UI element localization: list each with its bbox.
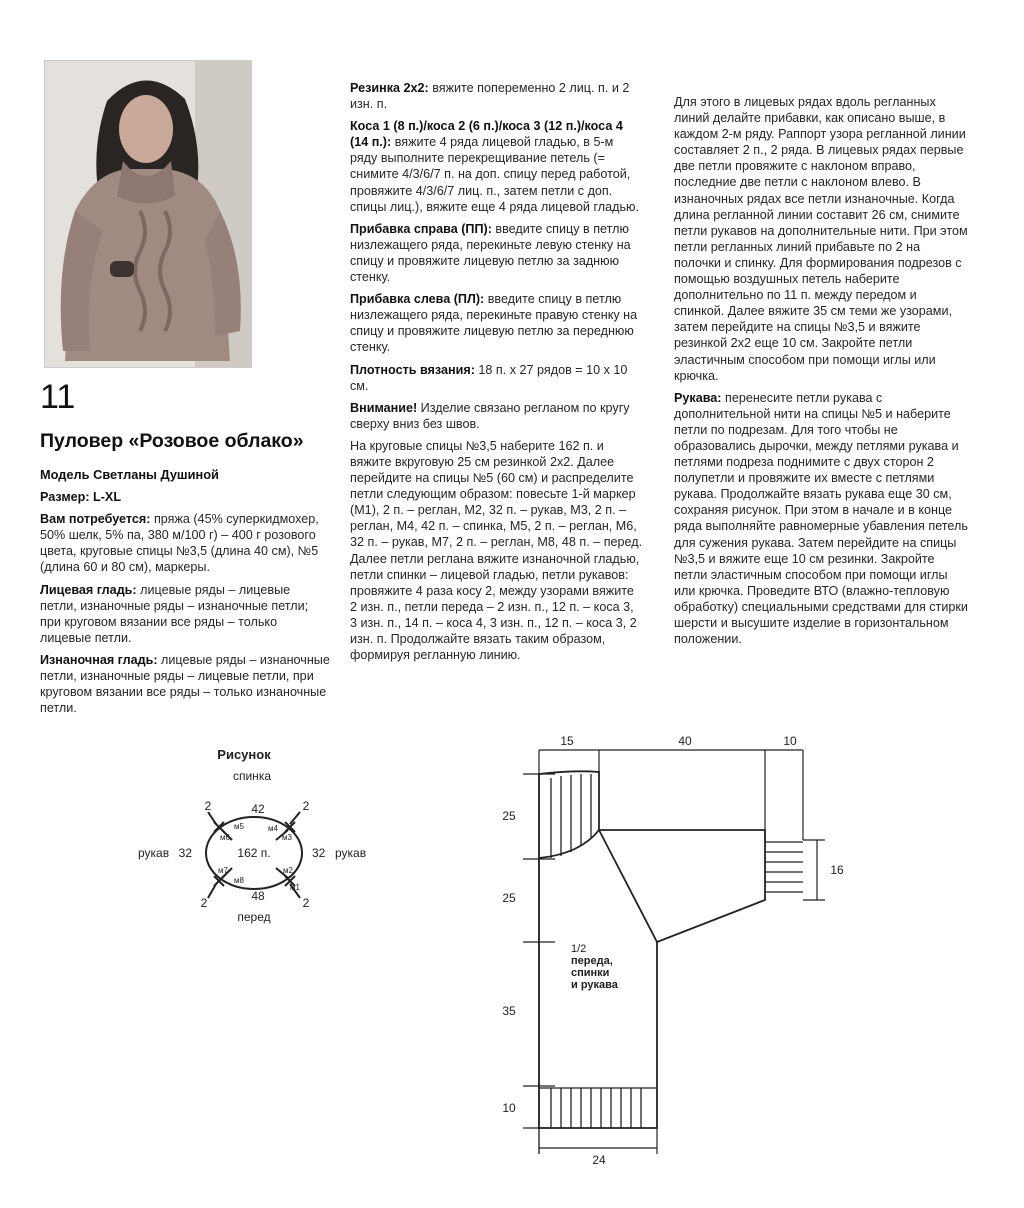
sleeves-label: Рукава: xyxy=(674,390,722,405)
rib-text: вяжите попеременно 2 лиц. п. и 2 изн. п. xyxy=(350,81,630,112)
cable-label: Коса 1 (8 п.)/коса 2 (6 п.)/коса 3 (12 п.)/коса 4 (14 п.): xyxy=(350,119,623,150)
diagram-right-count: 32 xyxy=(312,846,326,860)
model-author: Модель Светланы Душиной xyxy=(40,467,219,482)
diagram-center-count: 162 п. xyxy=(237,846,271,860)
sleeves-paragraph xyxy=(674,390,968,648)
diagram-front-label: перед xyxy=(237,910,271,924)
corner-count: 2 xyxy=(204,799,212,813)
dimension-left-4: 10 xyxy=(502,1101,516,1115)
materials-paragraph xyxy=(40,511,330,575)
model-photo xyxy=(44,60,252,368)
diagram-right-sleeve: рукав xyxy=(335,846,367,860)
gauge-paragraph xyxy=(350,362,644,394)
corner-count: 2 xyxy=(302,896,310,910)
inc-left-label: Прибавка слева (ПЛ): xyxy=(350,292,485,307)
cable-paragraph xyxy=(350,118,644,215)
inc-right-paragraph xyxy=(350,221,644,285)
diagram-left-count: 32 xyxy=(178,846,192,860)
column-3 xyxy=(674,94,968,653)
stockinette-label: Лицевая гладь: xyxy=(40,582,137,597)
reverse-stockinette-text: лицевые ряды – изнаночные петли, изнаночные ряды – лицевые петли, при круговом вязании все ряды – только изнаночные петли. xyxy=(40,652,330,716)
marker-label: м4 xyxy=(268,824,278,833)
stockinette-text: лицевые ряды – лицевые петли, изнаночные ряды – изнаночные петли; при круговом вязании все ряды – только лицевые петли. xyxy=(40,582,309,645)
inc-left-paragraph xyxy=(350,291,644,355)
gauge-label: Плотность вязания: xyxy=(350,362,475,377)
schematic-label-line2: переда, xyxy=(571,955,613,967)
materials-text: пряжа (45% суперкидмохер, 50% шелк, 5% па, 380 м/100 г) – 400 г розового цвета, круговые спицы №3,5 (длина 40 см), №5 (длина 60 и 80 см), маркеры. xyxy=(40,512,319,575)
cable-text: вяжите 4 ряда лицевой гладью, в 5-м ряду выполните перекрещивание петель (= снимите 4/3/6/7 п. на доп. спицу перед работой, провяжите 4/3/6/7 лиц. п., затем петли с доп. спицы лиц.), вяжите еще 4 ряда лицевой гладью. xyxy=(350,135,639,214)
instructions-paragraph: На круговые спицы №3,5 наберите 162 п. и вяжите вкруговую 25 см резинкой 2х2. Далее перейдите на спицы №5 (60 см) и распределите петли следующим образом: повесьте 1-й маркер (М1), 2 п. – реглан, М2, 32 п. – рукав, М3, 2 п. – реглан, М4, 42 п. – спинка, М5, 2 п. – реглан, М6, 32 п. – рукав, М7, 2 п. – реглан, М8, 48 п. – перед. Далее петли реглана вяжите изнаночной гладью, петли спинки – лицевой гладью, петли рукавов: провяжите 4 раза косу 2, между узорами вяжите 2 изн. п., петли переда – 2 изн. п., 12 п. – коса 3, 3 изн. п., 14 п. – коса 4, 3 изн. п., 12 п. – коса 3, 2 изн. п. Продолжайте вязать таким образом, формируя регланную линию. xyxy=(350,438,643,663)
diagram-top-count: 42 xyxy=(251,802,265,816)
column-1 xyxy=(40,467,330,722)
size-value: L-XL xyxy=(93,490,122,505)
attention-paragraph xyxy=(350,400,644,432)
reverse-stockinette-label: Изнаночная гладь: xyxy=(40,652,158,667)
marker-label: м1 xyxy=(290,883,300,892)
attention-text: Изделие связано регланом по кругу сверху вниз без швов. xyxy=(350,400,630,431)
dimension-left-1: 25 xyxy=(502,809,516,823)
dimension-top-left: 15 xyxy=(560,734,574,748)
materials-label: Вам потребуется: xyxy=(40,512,151,527)
size-label: Размер: xyxy=(40,490,90,505)
dimension-left-3: 35 xyxy=(502,1004,516,1018)
pattern-number: 11 xyxy=(40,378,76,416)
column-2 xyxy=(350,80,644,669)
rib-paragraph xyxy=(350,80,644,112)
inc-left-text: введите спицу в петлю низлежащего ряда, перекиньте правую стенку на спицу и провяжите лицевую петлю за переднюю стенку. xyxy=(350,292,638,355)
size-line xyxy=(40,489,330,505)
diagram-bottom-count: 48 xyxy=(251,889,265,903)
corner-count: 2 xyxy=(200,896,208,910)
marker-label: м7 xyxy=(218,866,228,875)
dimension-bottom: 24 xyxy=(592,1153,606,1167)
schematic-label-line4: и рукава xyxy=(571,979,618,991)
schematic-label-line1: 1/2 xyxy=(571,943,587,955)
marker-label: м2 xyxy=(283,866,293,875)
dimension-top-mid: 40 xyxy=(678,734,692,748)
attention-label: Внимание! xyxy=(350,400,418,415)
inc-right-label: Прибавка справа (ПП): xyxy=(350,221,492,236)
sleeves-text: перенесите петли рукава с дополнительной нити на спицы №5 и наберите петли по подрезам. Для того чтобы не образовались дырочки, между петлями рукава и петлями подреза поднимите с двух сторон 2 полупетли и провяжите их вместе с петлями рукава. Продолжайте вязать рукава еще 30 см, сохраняя рисунок. При этом в начале и в конце ряда выполняйте равномерные убавления петель для сужения рукава. Затем перейдите на спицы №3,5 и вяжите еще 10 см резинки. Закройте петли эластичным способом при помощи иглы или крючка. Проведите ВТО (влажно-тепловую обработку) специальными средствами для стирки шерсти и высушите изделие в горизонтальном положении. xyxy=(674,390,968,647)
marker-label: м6 xyxy=(220,833,230,842)
dimension-right: 16 xyxy=(830,863,844,877)
inc-right-text: введите спицу в петлю низлежащего ряда, перекиньте левую стенку на спицу и провяжите лицевую петлю за заднюю стенку. xyxy=(350,221,631,285)
diagram-title: Рисунок xyxy=(217,747,271,762)
diagram-back-label: спинка xyxy=(232,769,272,783)
corner-count: 2 xyxy=(302,799,310,813)
page-title: Пуловер «Розовое облако» xyxy=(40,430,304,452)
rib-label: Резинка 2х2: xyxy=(350,81,429,95)
stockinette-paragraph xyxy=(40,582,330,646)
reverse-stockinette-paragraph xyxy=(40,652,330,716)
marker-label: м8 xyxy=(234,876,244,885)
marker-label: м5 xyxy=(234,822,244,831)
garment-schematic xyxy=(495,730,855,1170)
gauge-text: 18 п. х 27 рядов = 10 х 10 см. xyxy=(350,362,628,393)
diagram-left-sleeve: рукав xyxy=(138,846,170,860)
stitch-distribution-diagram xyxy=(130,740,390,940)
schematic-label-line3: спинки xyxy=(571,967,610,979)
raglan-paragraph: Для этого в лицевых рядах вдоль регланных линий делайте прибавки, как описано выше, в каждом 2-м ряду. Раппорт узора регланной линии составляет 2 п., 2 ряда. В лицевых рядах первые две петли провяжите с наклоном вправо, последние две петли с наклоном влево. В изнаночных рядах все петли изнаночные. Когда длина регланной линии составит 26 см, снимите петли рукавов на дополнительные нити. При этом петли регланных линий прибавьте по 2 на полочки и спинку. Для формирования подрезов с помощью воздушных петель наберите дополнительно по 11 п. между передом и спинкой. Далее вяжите 35 см теми же узорами, затем перейдите на спицы №3,5 и вяжите резинкой 2х2 еще 10 см. Закройте петли эластичным способом при помощи иглы или крючка. xyxy=(674,95,968,383)
dimension-top-right: 10 xyxy=(783,734,797,748)
dimension-left-2: 25 xyxy=(502,891,516,905)
marker-label: м3 xyxy=(282,833,292,842)
